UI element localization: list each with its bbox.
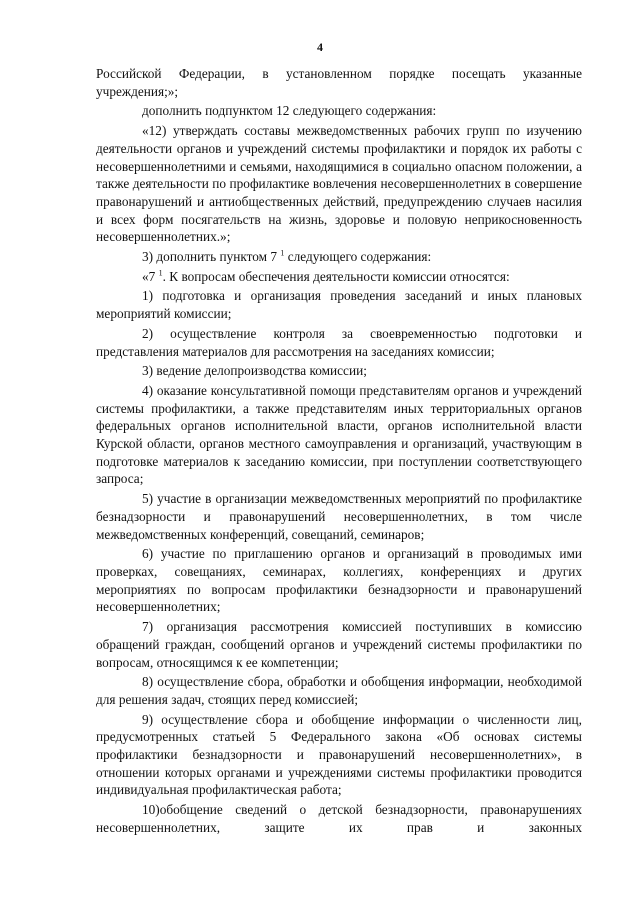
paragraph: 2) осуществление контроля за своевременностью подготовки и представления материалов для рассмотрения на заседаниях комиссии; xyxy=(96,325,582,359)
paragraph: дополнить подпунктом 12 следующего содержания: xyxy=(142,103,437,119)
paragraph: 7) организация рассмотрения комиссией поступивших в комиссию обращений граждан, сообщений органов и учреждений системы профилактики по вопросам, относящимся к ее компетенции; xyxy=(96,619,582,670)
paragraph: 6) участие по приглашению органов и организаций в проводимых ими проверках, совещаниях, семинарах, коллегиях, конференциях и других мероприятиях по вопросам профилактики безнадзорности и правонарушений несовершеннолетних; xyxy=(96,546,582,615)
paragraph: Российской Федерации, в установленном порядке посещать указанные учреждения;»; xyxy=(96,66,582,99)
paragraph: 4) оказание консультативной помощи представителям органов и учреждений системы профилактики, а также представителям иных территориальных органов федеральных органов исполнительной власти, органов исполнительной власти Курской области, органов местного самоуправления и организаций, участвующим в подготовке материалов к заседанию комиссии, при поступлении соответствующего запроса; xyxy=(96,382,582,487)
document-body xyxy=(96,65,582,839)
paragraph: 5) участие в организации межведомственных мероприятий по профилактике безнадзорности и правонарушений несовершеннолетних, в том числе межведомственных конференций, совещаний, семинаров; xyxy=(96,491,582,542)
superscript: 1 xyxy=(158,268,163,278)
paragraph: 10)обобщение сведений о детской безнадзорности, правонарушениях несовершеннолетних, защите их прав и законных xyxy=(96,802,582,835)
paragraph: 3) дополнить пунктом 7 $^1$ следующего содержания: xyxy=(142,248,432,265)
page-number: 4 xyxy=(317,40,323,54)
paragraph: «7 $^1$. К вопросам обеспечения деятельности комиссии относятся: xyxy=(142,268,510,284)
paragraph: 8) осуществление сбора, обработки и обобщения информации, необходимой для решения задач, стоящих перед комиссией; xyxy=(96,674,582,707)
superscript: 1 xyxy=(280,248,285,258)
paragraph: 3) ведение делопроизводства комиссии; xyxy=(142,363,367,379)
paragraph: «12) утверждать составы межведомственных рабочих групп по изучению деятельности органов и учреждений системы профилактики и порядок их работы с несовершеннолетними и семьями, находящимися в социально опасном положении, а также деятельности по профилактике вовлечения несовершеннолетних в совершение правонарушений и антиобщественных действий, предупреждению случаев насилия и всех форм посягательств на жизнь, здоровье и половую неприкосновенность несовершеннолетних.»; xyxy=(96,123,582,245)
paragraph: 9) осуществление сбора и обобщение информации о численности лиц, предусмотренных статьей 5 Федерального закона «Об основах системы профилактики безнадзорности и правонарушений несовершеннолетних», в отношении которых органами и учреждениями системы профилактики проводится индивидуальная профилактическая работа; xyxy=(96,711,582,798)
paragraph: 1) подготовка и организация проведения заседаний и иных плановых мероприятий комиссии; xyxy=(96,288,582,322)
